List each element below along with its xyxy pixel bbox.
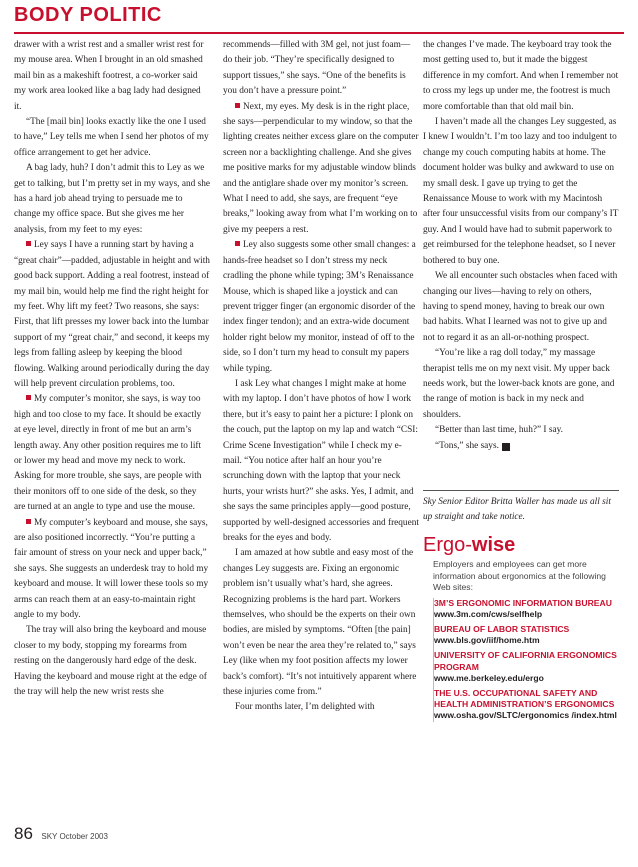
sidebar-intro: Employers and employees can get more information about ergonomics at the following Web sites:: [433, 559, 606, 592]
paragraph-text: recommends—filled with 3M gel, not just foam—do their job. “They’re specifically designed to support tissues,” she says. “One of the benefits is you don’t have a pressure point.”: [223, 40, 411, 97]
sidebar-links: [433, 598, 619, 722]
resource-url-link[interactable]: www.3m.com/cws/selfhelp: [434, 608, 543, 619]
section-title: BODY POLITIC: [14, 4, 162, 26]
resource-org: UNIVERSITY OF CALIFORNIA ERGONOMICS PROGRAM: [434, 650, 617, 672]
article-column-3: [423, 38, 619, 454]
page-number: 86: [14, 824, 33, 843]
paragraph: [423, 38, 619, 115]
paragraph-text: My computer’s keyboard and mouse, she says, are also positioned incorrectly. “You’re putting a fair amount of stress on your neck and upper back,” she says. She suggests an underdesk tray to hold my keyboard and mouse. It will lower these tools so my arms can reach them at an easy-to-maintain right angle to my body.: [14, 517, 209, 621]
paragraph-text: I haven’t made all the changes Ley suggested, as I knew I wouldn’t. I’m too lazy and too indulgent to change my couch computing habits at home. The document holder was bulky and awkward to use on my small desk. I gave up trying to get the Renaissance Mouse to work with my Macintosh after four unsuccessful visits from our company’s IT guy. And I would have had to submit paperwork to get reimbursed for the telephone headset, so I never bothered to buy one.: [423, 117, 619, 266]
sidebar-title-part-b: wise: [471, 534, 516, 556]
paragraph-text: “Better than last time, huh?” I say.: [435, 425, 563, 436]
paragraph: [223, 377, 419, 546]
section-header: [14, 2, 624, 34]
paragraph-text: “Tons,” she says.: [435, 440, 499, 451]
end-of-article-icon: +: [502, 443, 510, 451]
page-footer: [14, 824, 108, 844]
resource-item: [434, 650, 619, 684]
paragraph-text: the changes I’ve made. The keyboard tray took the most getting used to, but it made the biggest difference in my comfort. And when I remember not to cross my legs up under me, the footrest is much more comfortable than that old mail bin.: [423, 40, 619, 112]
paragraph: [223, 238, 419, 377]
paragraph: [423, 346, 619, 423]
paragraph: [423, 423, 619, 438]
paragraph-text: I ask Ley what changes I might make at home with my laptop. I don’t have photos of how I work there, but it’s easy to paint her a picture: I plonk on the couch, put the laptop on my lap and watch “CSI: Crime Scene Investigation” while I check my e-mail. “You notice after half an hour you’re scrunching down with the laptop that your neck hurts, your wrists hurt?” she asks. Yes, I admit, and she says the same principles apply—good posture, supported by well-designed accessories and frequent breaks for the eyes and body.: [223, 378, 419, 543]
resource-org: 3M’S ERGONOMIC INFORMATION BUREAU: [434, 597, 612, 608]
paragraph-text: I am amazed at how subtle and easy most of the changes Ley suggests are. Fixing an ergonomic problem isn’t usually what’s hard, she agrees. Recognizing problems is the hard part. Workers themselves, who should be the experts on their own bodies, are misled by symptoms. “Often [the pain] won’t even be near the area they’re related to,” says Ley (like when my foot position affects my lower back’s comfort). “It’s not intuitively apparent where these injuries come from.”: [223, 548, 417, 698]
resource-url-link[interactable]: www.me.berkeley.edu/ergo: [434, 672, 544, 683]
paragraph-text: Ley says I have a running start by having a “great chair”—padded, adjustable in height and with good back support. Adding a real footrest, instead of my mail bin, would help me find the right height for my feet. Why lift my feet? Two reasons, she says: First, that lift presses my lower back into the lumbar support of my “great chair,” and second, it keeps my legs from falling asleep by keeping the blood flowing. Walking around periodically during the day will help prevent circulation problems, too.: [14, 240, 210, 389]
resource-item: [434, 624, 619, 646]
paragraph: [223, 700, 419, 715]
paragraph: [223, 546, 419, 700]
publication-info: SKY October 2003: [41, 832, 108, 841]
resource-url-link[interactable]: www.bls.gov/iif/home.htm: [434, 635, 540, 646]
bullet-square-icon: [26, 519, 31, 524]
resource-org: BUREAU OF LABOR STATISTICS: [434, 623, 570, 634]
paragraph-text: Four months later, I’m delighted with: [235, 702, 375, 713]
paragraph: [14, 38, 210, 115]
resource-item: [434, 688, 619, 722]
header-rule: [14, 32, 624, 34]
paragraph-text: drawer with a wrist rest and a smaller wrist rest for my mouse area. When I brought in an old smashed mail bin as a makeshift footrest, a co-worker said my work area looked like a bag lady had designed it.: [14, 40, 204, 112]
resource-item: [434, 598, 619, 620]
bullet-square-icon: [235, 103, 240, 108]
paragraph: [14, 161, 210, 238]
paragraph-text: We all encounter such obstacles when faced with changing our lives—having to rely on others, having to spend money, having to break our own bad habits. What I learned was not to give up and not to regard it as an all-or-nothing prospect.: [423, 271, 618, 343]
resource-url-link[interactable]: www.osha.gov/SLTC/ergonomics /index.html: [434, 710, 617, 721]
paragraph-text: The tray will also bring the keyboard and mouse closer to my body, stopping my forearms from resting on the dangerously hard edge of the desk. Having the keyboard and mouse right at the edge of the tray will help the new wrist rests she: [14, 625, 207, 698]
ergo-wise-sidebar: [423, 533, 619, 726]
bullet-square-icon: [235, 241, 240, 246]
author-bio: [423, 490, 619, 526]
paragraph: [223, 38, 419, 100]
paragraph-text: “You’re like a rag doll today,” my massage therapist tells me on my next visit. My upper back needs work, but the lower-back knots are gone, and the range of motion is back in my neck and shoulders.: [423, 348, 615, 420]
paragraph: [423, 269, 619, 346]
paragraph: [14, 516, 210, 624]
paragraph: [14, 623, 210, 700]
paragraph: [223, 100, 419, 239]
paragraph-text: My computer’s monitor, she says, is way too high and too close to my face. It should be exactly at eye level, directly in front of me but an arm’s length away. Any other position requires me to lift or lower my head and move my neck to work. Asking for more trouble, she says, are people with their monitors off to one side of the desk, so they are turned at an angle to type and use the mouse.: [14, 394, 202, 513]
author-bio-text: Sky Senior Editor Britta Waller has made us all sit up straight and take notice.: [423, 497, 611, 523]
sidebar-title: [423, 533, 619, 557]
paragraph-text: “The [mail bin] looks exactly like the one I used to have,” Ley tells me when I send her photos of my office arrangement to get her advice.: [14, 117, 209, 158]
article-column-1: [14, 38, 210, 700]
paragraph-text: Ley also suggests some other small changes: a hands-free headset so I don’t stress my neck cradling the phone while typing; 3M’s Renaissance Mouse, which is shaped like a joystick and can prevent trigger finger (an ergonomic disorder of the index finger tendon); and an extra-wide document holder right below my monitor, instead of off to the side, so I don’t turn my head to consult my papers while typing.: [223, 240, 416, 374]
bullet-square-icon: [26, 241, 31, 246]
paragraph: [14, 115, 210, 161]
sidebar-title-part-a: Ergo-: [423, 534, 472, 556]
paragraph-text: A bag lady, huh? I don’t admit this to Ley as we get to talking, but I’m pretty set in my ways, and she has a hard job ahead trying to persuade me to change my office space. But she gives me her analysis, from my feet to my eyes:: [14, 163, 210, 235]
paragraph-text: Next, my eyes. My desk is in the right place, she says—perpendicular to my window, so that the lighting creates neither excess glare on the computer screen nor a backlighting challenge. And she gives me positive marks for my adjustable window blinds and the antiglare shade over my monitor’s screen. What I need to add, she says, are frequent “eye breaks,” looking away from what I’m working on to give my peepers a rest.: [223, 101, 419, 235]
paragraph: [423, 439, 619, 454]
article-column-2: [223, 38, 419, 716]
resource-org: THE U.S. OCCUPATIONAL SAFETY AND HEALTH ADMINISTRATION’S ERGONOMICS: [434, 687, 615, 710]
paragraph: [14, 238, 210, 392]
bullet-square-icon: [26, 395, 31, 400]
paragraph: [14, 392, 210, 515]
paragraph: [423, 115, 619, 269]
